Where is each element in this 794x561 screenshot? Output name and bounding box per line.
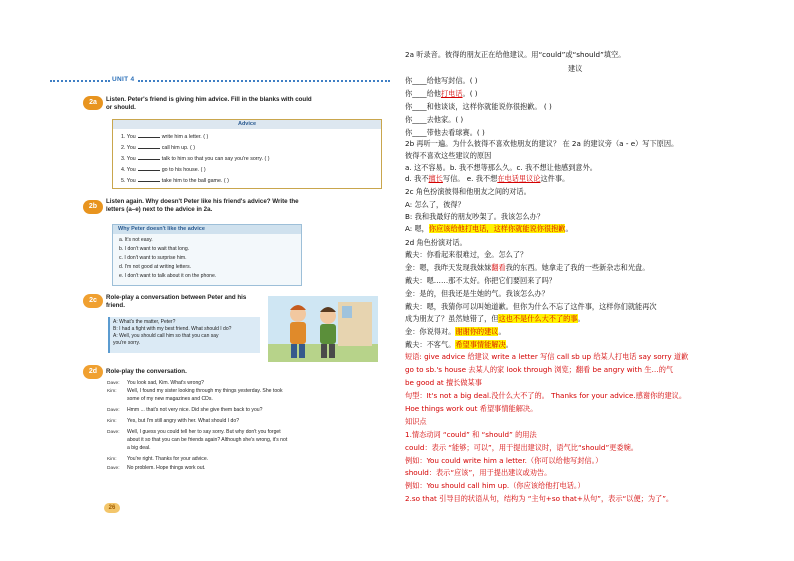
note-line: 你____去他家。( ) — [405, 115, 464, 124]
advice-item: 5. You take him to the ball game. ( ) — [121, 178, 229, 184]
note-line: 戴夫：你看起来很难过，金。怎么了？ — [405, 250, 528, 259]
reasons-box-title: Why Peter doesn't like the advice — [113, 225, 301, 234]
note-line: 彼得不喜欢这些建议的原因 — [405, 151, 492, 160]
section-badge-2c: 2c — [83, 294, 103, 308]
note-line: 短语: give advice 给建议 write a letter 写信 call sb up 给某人打电话 say sorry 道歉 — [405, 352, 689, 361]
note-line: 戴夫：嗯……那不太好。你把它们要回来了吗？ — [405, 276, 556, 285]
advice-item: 4. You go to his house. ( ) — [121, 167, 206, 173]
note-line: 金：是的，但我还是生她的气。我该怎么办？ — [405, 289, 549, 298]
reason-item: d. I'm not good at writing letters. — [119, 264, 192, 270]
note-line: A: 嗯，你应该给他打电话，这样你就能说你很抱歉。 — [405, 224, 573, 233]
note-line: A: 怎么了，彼得？ — [405, 200, 465, 209]
section-badge-2a: 2a — [83, 96, 103, 110]
textbook-page — [50, 76, 390, 516]
conversation-line: A: What's the matter, Peter? — [113, 319, 176, 325]
advice-box-title: Advice — [113, 120, 381, 129]
note-line: should：表示“应该”，用于提出建议或劝告。 — [405, 468, 552, 477]
dotted-rule — [50, 80, 110, 82]
section-badge-2b: 2b — [83, 200, 103, 214]
dotted-rule — [138, 80, 390, 82]
dialogue-line: Dave: Hmm ... that's not very nice. Did she give them back to you? — [107, 407, 263, 413]
dialogue-line: Kim: Yes, but I'm still angry with her. What should I do? — [107, 418, 240, 424]
dialogue-line: about it so that you can be friends again? Although she's wrong, it's not — [127, 437, 288, 443]
dialogue-line: Dave: Well, I guess you could tell her to say sorry. But why don't you forget — [107, 429, 281, 435]
page-number: 26 — [104, 503, 120, 513]
reason-item: b. I don't want to wait that long. — [119, 246, 190, 252]
dialogue-line: Dave: No problem. Hope things work out. — [107, 465, 206, 471]
conversation-line: A: Well, you should call him so that you can say — [113, 333, 219, 339]
note-line: be good at 擅长做某事 — [405, 378, 482, 387]
two-boys-illustration — [268, 296, 378, 362]
reason-item: e. I don't want to talk about it on the phone. — [119, 273, 217, 279]
instruction-2a-line2: or should. — [106, 104, 136, 111]
note-line: 你____给他写封信。( ) — [405, 76, 478, 85]
reason-item: a. It's not easy. — [119, 237, 153, 243]
section-badge-2d: 2d — [83, 365, 103, 379]
note-line: 戴夫：不客气。希望事情能解决。 — [405, 340, 513, 349]
note-line: 金：嗯，我昨天发现我妹妹翻看我的东西。她拿走了我的一些新杂志和光盘。 — [405, 263, 650, 272]
note-line: 例如：You should call him up.（你应该给他打电话。） — [405, 481, 585, 490]
unit-label: UNIT 4 — [112, 76, 135, 83]
dialogue-line: Dave: You look sad, Kim. What's wrong? — [107, 380, 204, 386]
advice-item: 1. You write him a letter. ( ) — [121, 134, 209, 140]
reason-item: c. I don't want to surprise him. — [119, 255, 187, 261]
note-line: a. 这不容易。b. 我不想等那么久。c. 我不想让他感到意外。 — [405, 163, 597, 172]
note-line: 你____和他谈谈，这样你就能说你很抱歉。 ( ) — [405, 102, 552, 111]
dialogue-line: Kim: You're right. Thanks for your advice. — [107, 456, 209, 462]
note-line: d. 我不擅长写信。 e. 我不想在电话里议论这件事。 — [405, 174, 570, 183]
instruction-2c-line2: friend. — [106, 302, 125, 309]
note-line: 金：你说得对。谢谢你的建议。 — [405, 327, 506, 336]
note-line: 戴夫：嗯，我猜你可以叫她道歉。但你为什么不忘了这件事，这样你们就能再次 — [405, 302, 657, 311]
reasons-box — [112, 224, 302, 286]
instruction-2b-line1: Listen again. Why doesn't Peter like his friend's advice? Write the — [106, 198, 299, 205]
note-line: could：表示 “能够；可以”，用于提出建议时，语气比“should”更委婉。 — [405, 443, 638, 452]
note-line: 2.so that 引导目的状语从句，结构为 “主句+so that+从句”，表示“以便；为了”。 — [405, 494, 674, 503]
note-line: 你____带他去看球赛。( ) — [405, 128, 485, 137]
dialogue-line: some of my new magazines and CDs. — [127, 396, 213, 402]
note-line: 例如：You could write him a letter.（你可以给他写封信。） — [405, 456, 603, 465]
note-line: 建议 — [568, 64, 583, 73]
note-line: B: 我和我最好的朋友吵架了。我该怎么办？ — [405, 212, 545, 221]
note-line: 2a 听录音。彼得的朋友正在给他建议。用“could”或“should”填空。 — [405, 50, 626, 59]
note-line: 2b 再听一遍。为什么彼得不喜欢他朋友的建议？ 在 2a 的建议旁（a - e）写下原因。 — [405, 139, 679, 148]
note-line: 成为朋友了？虽然她错了，但这也不是什么大不了的事。 — [405, 314, 585, 323]
note-line: go to sb.'s house 去某人的家 look through 浏览；翻看 be angry with 生…的气 — [405, 365, 674, 374]
dialogue-line: Kim: Well, I found my sister looking through my things yesterday. She took — [107, 388, 283, 394]
conversation-line: you're sorry. — [113, 340, 140, 346]
note-line: 你____给他打电话。( ) — [405, 89, 478, 98]
dialogue-line: a big deal. — [127, 445, 151, 451]
note-line: 句型：It's not a big deal.没什么大不了的。 Thanks for your advice.感谢你的建议。 — [405, 391, 687, 400]
advice-item: 3. You talk to him so that you can say you're sorry. ( ) — [121, 156, 270, 162]
advice-box — [112, 119, 382, 189]
conversation-line: B: I had a fight with my best friend. What should I do? — [113, 326, 232, 332]
instruction-2c-line1: Role-play a conversation between Peter and his — [106, 294, 247, 301]
instruction-2b-line2: letters (a–e) next to the advice in 2a. — [106, 206, 213, 213]
note-line: 2c 角色扮演彼得和他朋友之间的对话。 — [405, 187, 531, 196]
note-line: 知识点 — [405, 417, 427, 426]
advice-item: 2. You call him up. ( ) — [121, 145, 195, 151]
note-line: Hoe things work out 希望事情能解决。 — [405, 404, 538, 413]
instruction-2a-line1: Listen. Peter's friend is giving him advice. Fill in the blanks with could — [106, 96, 312, 103]
note-line: 1.情态动词 “could” 和 “should” 的用法 — [405, 430, 537, 439]
instruction-2d: Role-play the conversation. — [106, 368, 187, 375]
sample-conversation — [108, 317, 260, 353]
unit-header — [50, 76, 390, 86]
note-line: 2d 角色扮演对话。 — [405, 238, 467, 247]
